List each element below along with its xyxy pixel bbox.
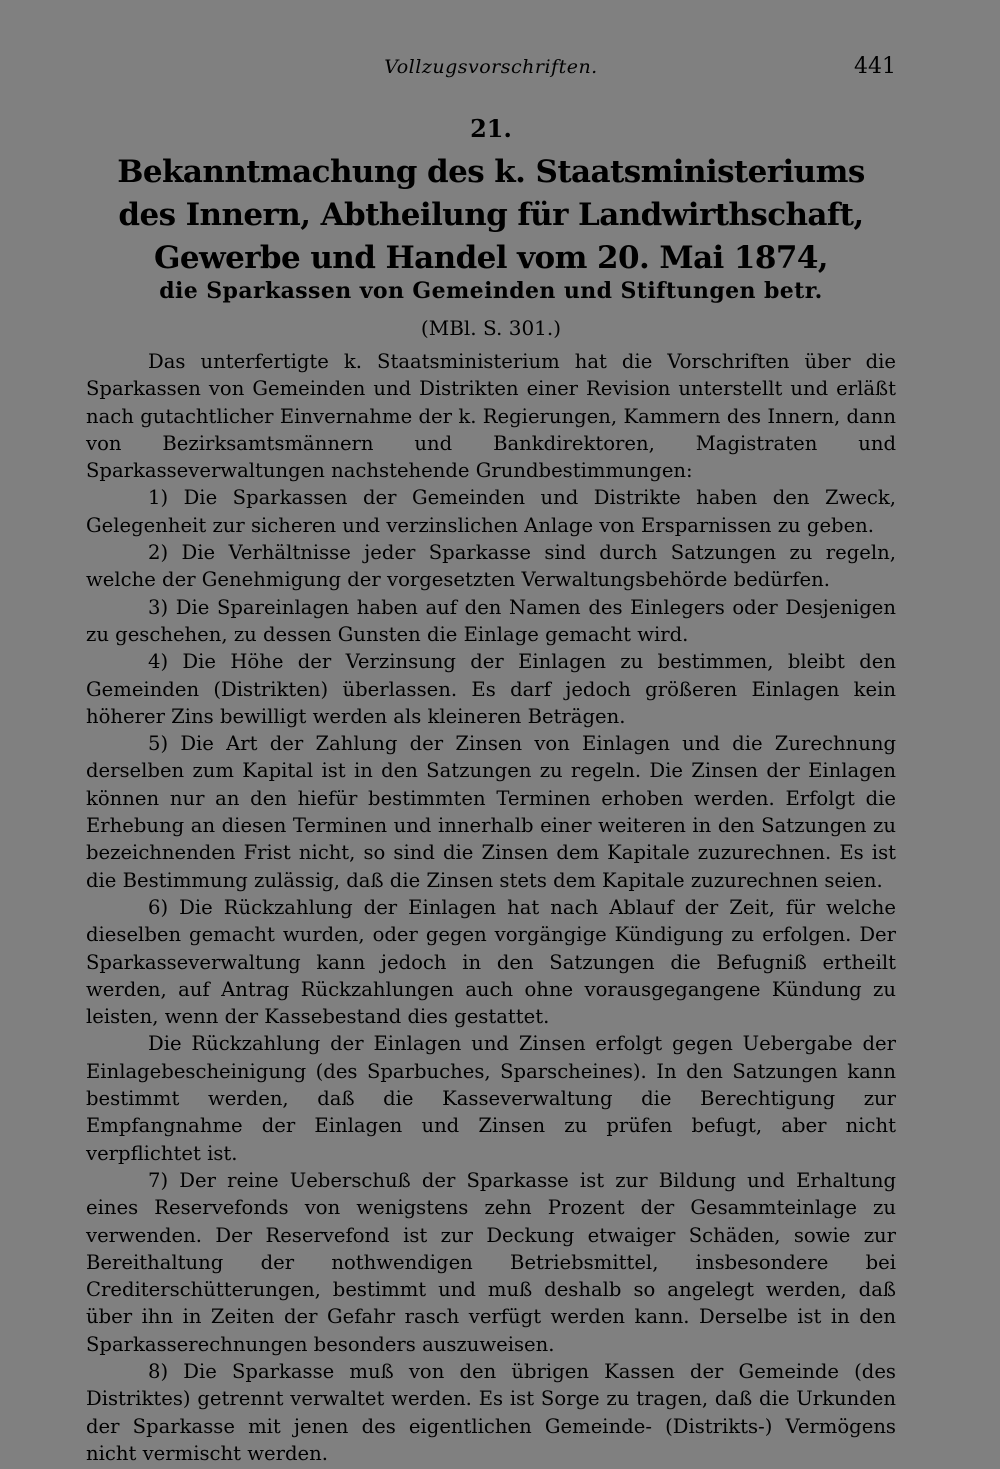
document-source: (MBl. S. 301.) xyxy=(420,316,562,340)
running-title: Vollzugsvorschriften. xyxy=(384,56,598,78)
paragraph-4: 4) Die Höhe der Verzinsung der Einlagen zu bestimmen, bleibt den Gemeinden (Distrikten) überlassen. Es darf jedoch größeren Einlagen kein höherer Zins bewilligt werden als kleineren Beträgen. xyxy=(86,650,896,728)
document-number: 21. xyxy=(470,114,512,143)
paragraph-5: 5) Die Art der Zahlung der Zinsen von Einlagen und die Zurechnung derselben zum Kapital ist in den Satzungen zu regeln. Die Zinsen der Einlagen können nur an den hiefür bestimmten Terminen erhoben werden. Erfolgt die Erhebung an diesen Terminen und innerhalb einer weiteren in den Satzungen zu bezeichnenden Frist nicht, so sind die Zinsen dem Kapitale zuzurechnen. Es ist die Bestimmung zulässig, daß die Zinsen stets dem Kapitale zuzurechnen seien. xyxy=(86,732,896,892)
paragraph-3: 3) Die Spareinlagen haben auf den Namen des Einlegers oder Desjenigen zu geschehen, zu dessen Gunsten die Einlage gemacht wird. xyxy=(86,595,896,646)
running-head xyxy=(86,50,896,84)
document-subtitle: die Sparkassen von Gemeinden und Stiftungen betr. xyxy=(159,278,823,304)
document-body xyxy=(86,348,896,1467)
page-number: 441 xyxy=(854,54,896,79)
paragraph-intro: Das unterfertigte k. Staatsministerium hat die Vorschriften über die Sparkassen von Gemeinden und Distrikten einer Revision unterstellt und erläßt nach gutachtlicher Einvernahme der k. Regierungen, Kammern des Innern, dann von Bezirksamtsmännern und Bankdirektoren, Magistraten und Sparkasseverwaltungen nachstehende Grundbestimmungen: xyxy=(86,350,896,483)
document-title: Bekanntmachung des k. Staatsministeriums des Innern, Abtheilung für Landwirthschaft, Gewerbe und Handel vom 20. Mai 1874, xyxy=(117,154,865,276)
paragraph-8: 8) Die Sparkasse muß von den übrigen Kassen der Gemeinde (des Distriktes) getrennt verwaltet werden. Es ist Sorge zu tragen, daß die Urkunden der Sparkasse mit jenen des eigentlichen Gemeinde- (Distrikts-) Vermögens nicht vermischt werden. xyxy=(86,1359,896,1465)
paragraph-1: 1) Die Sparkassen der Gemeinden und Distrikte haben den Zweck, Gelegenheit zur sicheren und verzinslichen Anlage von Ersparnissen zu geben. xyxy=(86,486,896,537)
document-page xyxy=(86,50,896,1467)
paragraph-6-continued: Die Rückzahlung der Einlagen und Zinsen erfolgt gegen Uebergabe der Einlagebescheinigung (des Sparbuches, Sparscheines). In den Satzungen kann bestimmt werden, daß die Kasseverwaltung die Berechtigung zur Empfangnahme der Einlagen und Zinsen zu prüfen befugt, aber nicht verpflichtet ist. xyxy=(86,1032,896,1165)
paragraph-6: 6) Die Rückzahlung der Einlagen hat nach Ablauf der Zeit, für welche dieselben gemacht wurden, oder gegen vorgängige Kündigung zu erfolgen. Der Sparkasseverwaltung kann jedoch in den Satzungen die Befugniß ertheilt werden, auf Antrag Rückzahlungen auch ohne vorausgegangene Kündung zu leisten, wenn der Kassebestand dies gestattet. xyxy=(86,895,896,1029)
paragraph-7: 7) Der reine Ueberschuß der Sparkasse ist zur Bildung und Erhaltung eines Reservefonds von wenigstens zehn Prozent der Gesammteinlage zu verwenden. Der Reservefond ist zur Deckung etwaiger Schäden, sowie zur Bereithaltung der nothwendigen Betriebsmittel, insbesondere bei Crediterschütterungen, bestimmt und muß deshalb so angelegt werden, daß über ihn in Zeiten der Gefahr rasch verfügt werden kann. Derselbe ist in den Sparkasserechnungen besonders auszuweisen. xyxy=(86,1168,896,1356)
paragraph-2: 2) Die Verhältnisse jeder Sparkasse sind durch Satzungen zu regeln, welche der Genehmigung der vorgesetzten Verwaltungsbehörde bedürfen. xyxy=(86,541,896,592)
